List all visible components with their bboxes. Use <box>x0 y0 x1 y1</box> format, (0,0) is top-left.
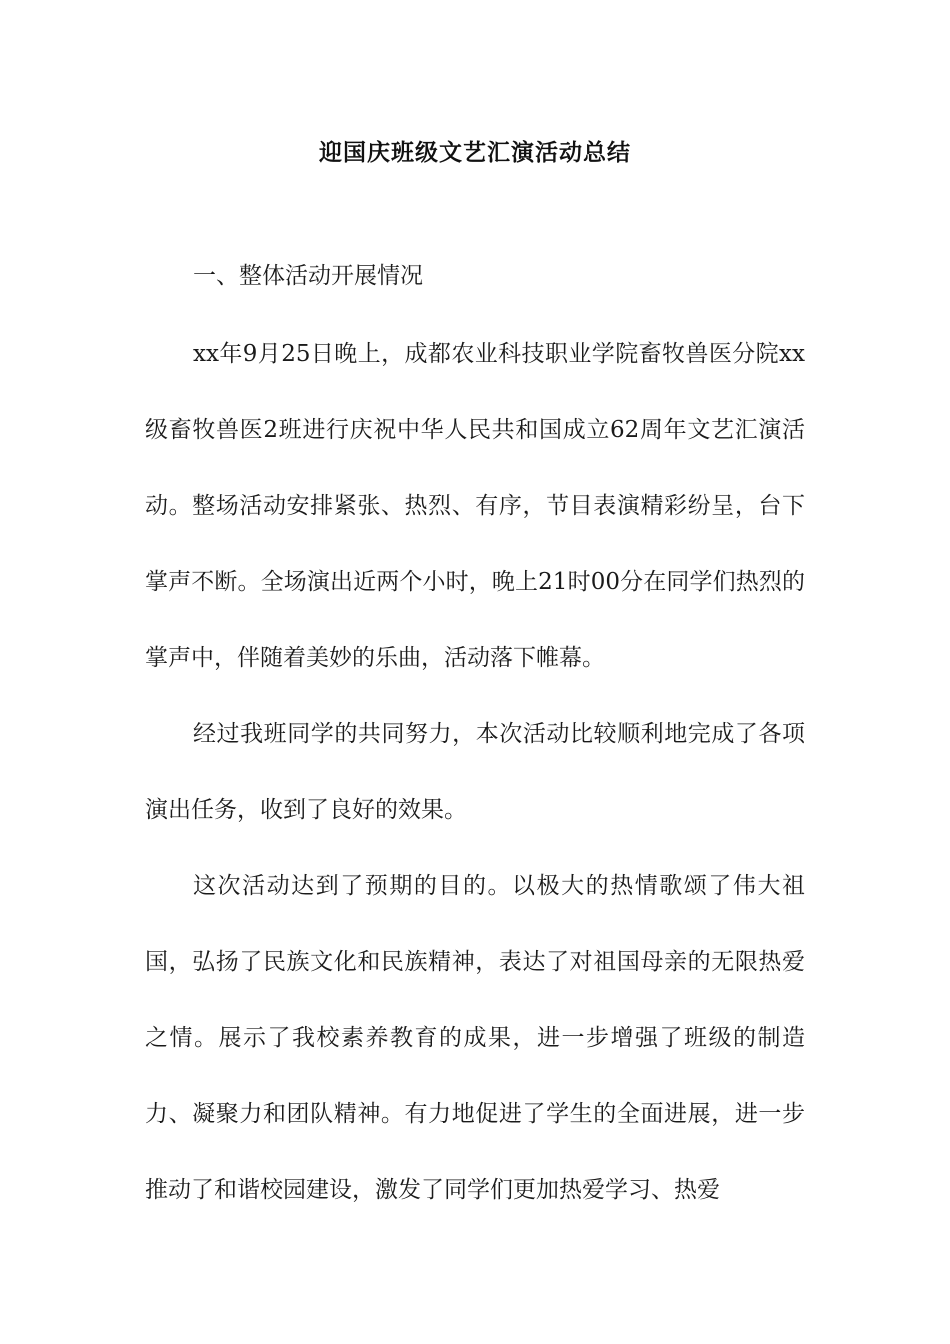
document-title: 迎国庆班级文艺汇演活动总结 <box>319 139 631 166</box>
paragraph-result: 经过我班同学的共同努力，本次活动比较顺利地完成了各项演出任务，收到了良好的效果。 <box>145 721 805 823</box>
section-heading: 一、整体活动开展情况 <box>193 263 423 289</box>
paragraph-event-overview: xx年9月25日晚上，成都农业科技职业学院畜牧兽医分院xx级畜牧兽医2班进行庆祝中华人民共和国成立62周年文艺汇演活动。整场活动安排紧张、热烈、有序，节目表演精彩纷呈，台下掌声不断。全场演出近两个小时，晚上21时00分在同学们热烈的掌声中，伴随着美妙的乐曲，活动落下帷幕。 <box>145 341 805 671</box>
paragraph-purpose: 这次活动达到了预期的目的。以极大的热情歌颂了伟大祖国，弘扬了民族文化和民族精神，表达了对祖国母亲的无限热爱之情。展示了我校素养教育的成果，进一步增强了班级的制造力、凝聚力和团队精神。有力地促进了学生的全面进展，进一步推动了和谐校园建设，激发了同学们更加热爱学习、热爱 <box>145 873 805 1203</box>
